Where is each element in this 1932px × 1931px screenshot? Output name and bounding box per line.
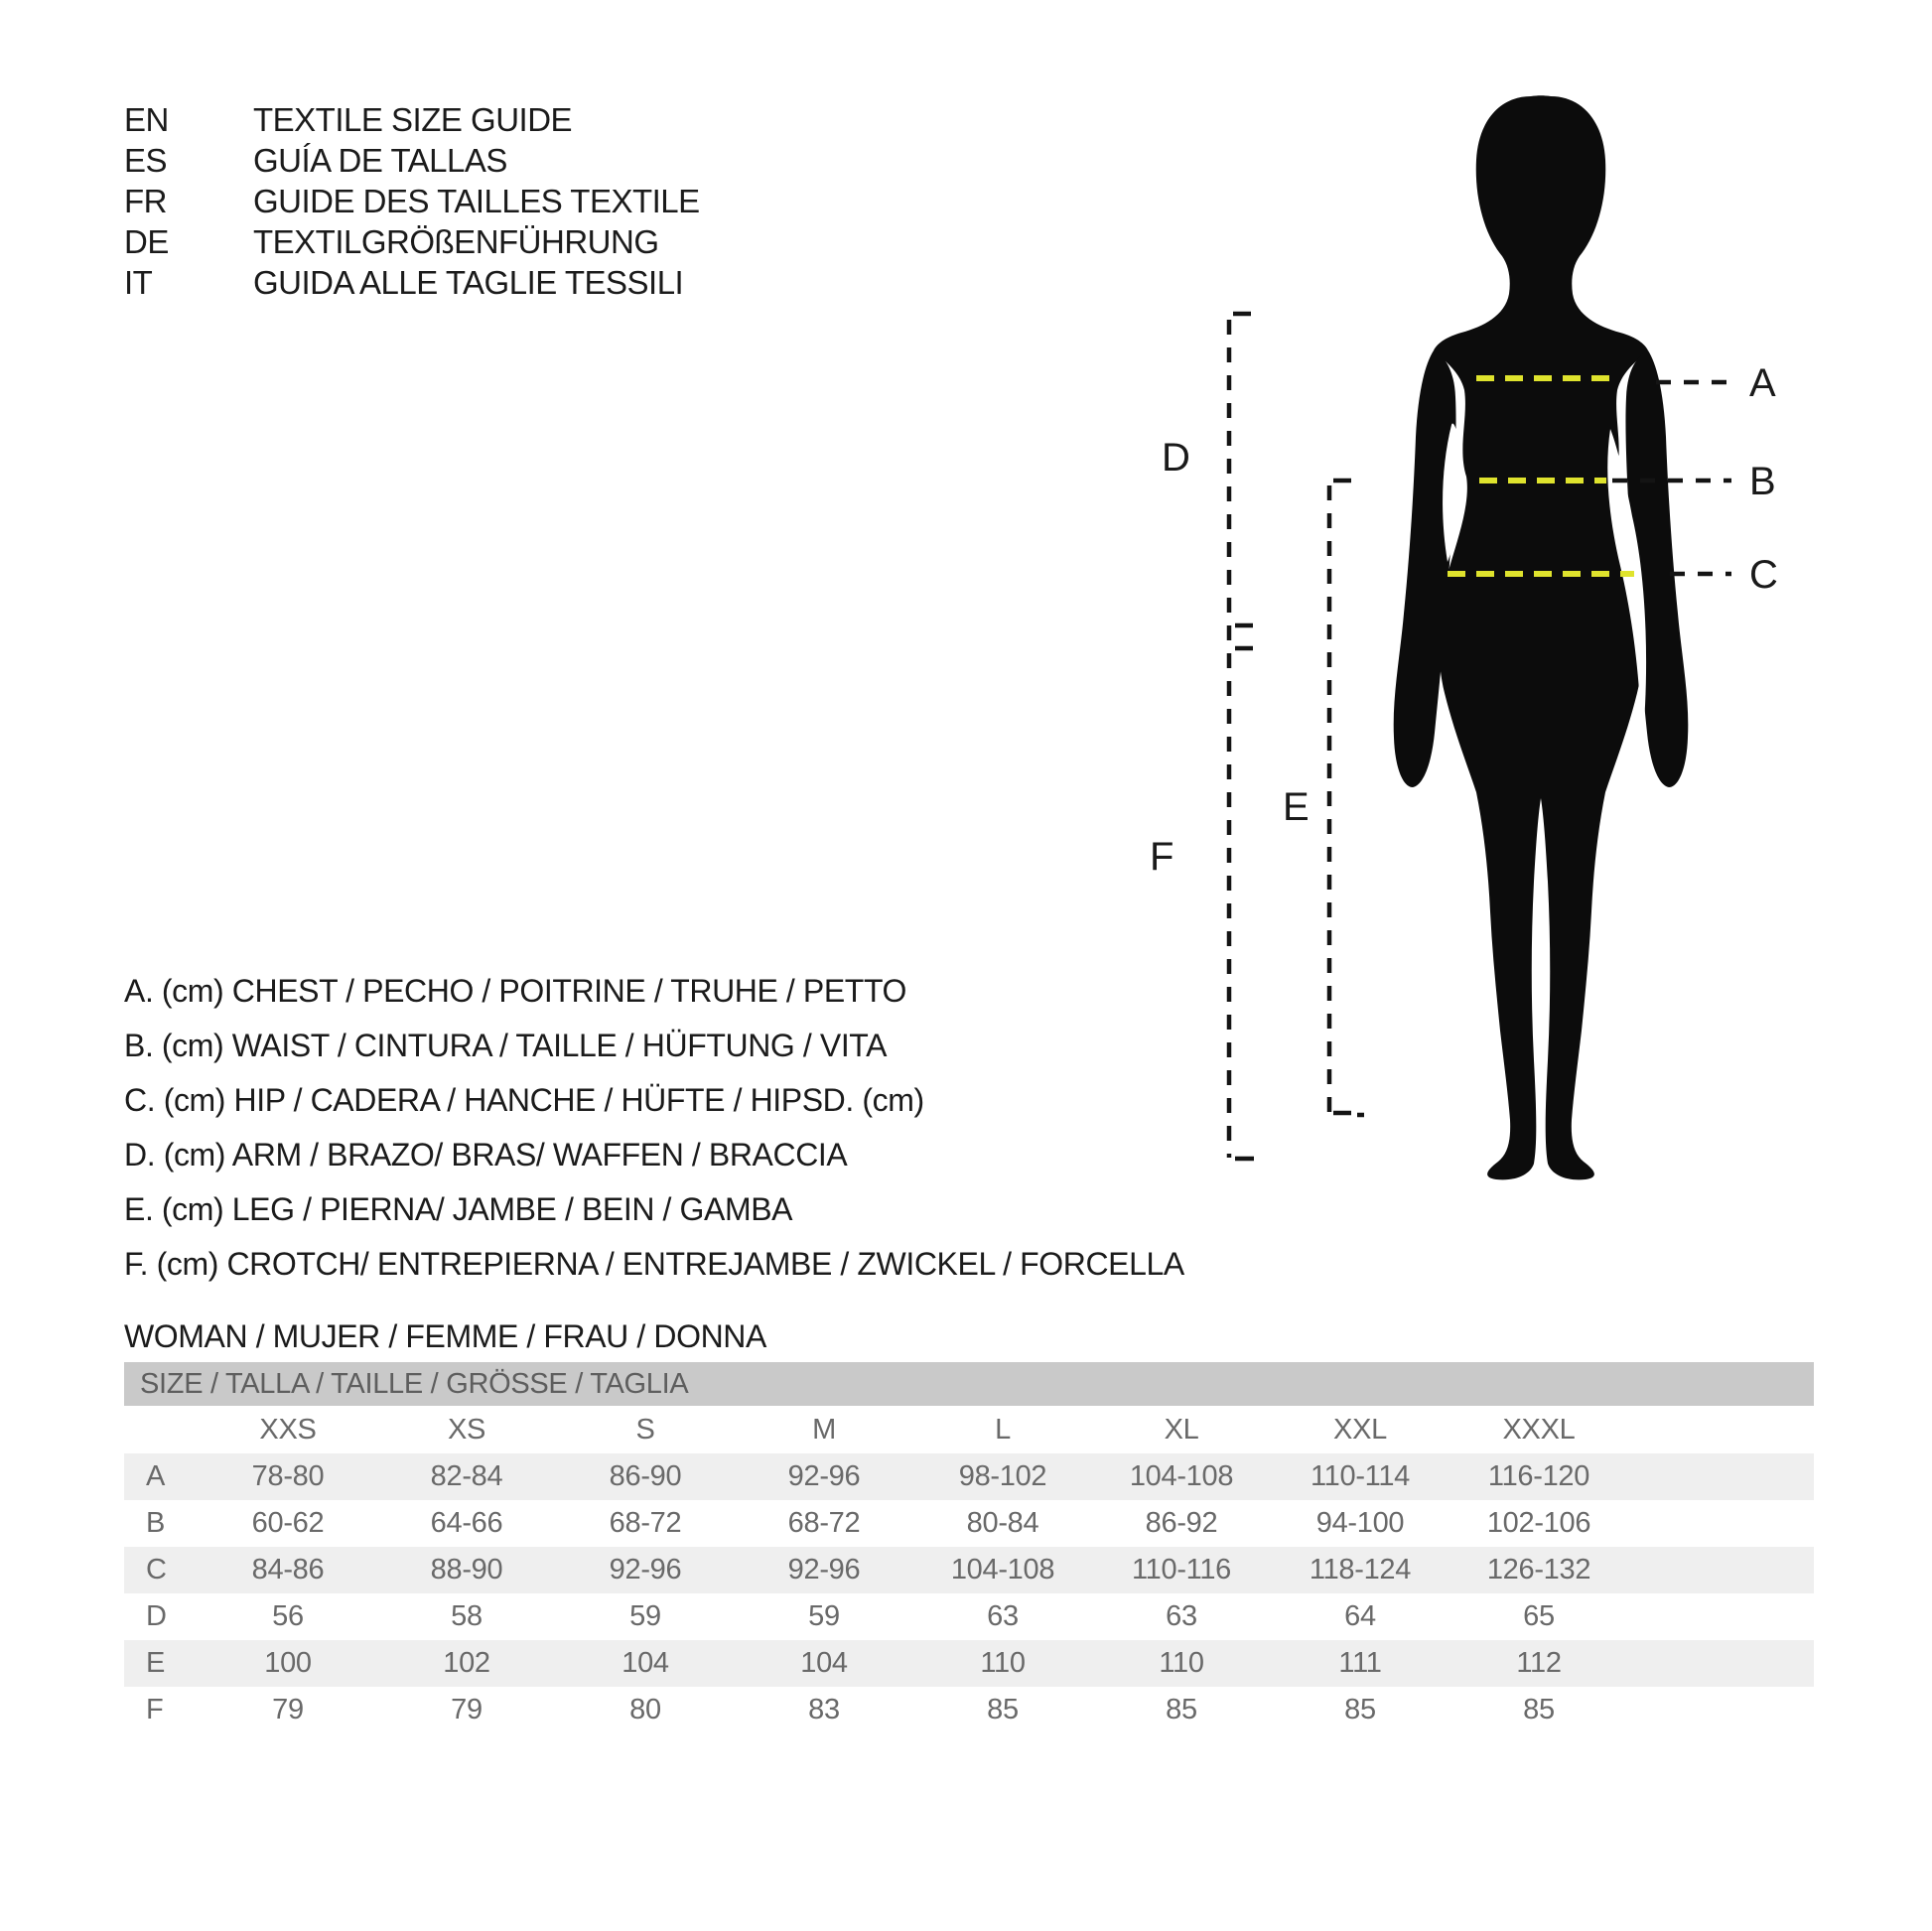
measure-label-f: F <box>1150 835 1174 879</box>
cell: 84-86 <box>251 1554 325 1586</box>
legend-item-d: D. (cm) ARM / BRAZO/ BRAS/ WAFFEN / BRACCIA <box>124 1137 848 1172</box>
cell: 68-72 <box>609 1507 682 1539</box>
cell: 80 <box>629 1694 661 1725</box>
cell: 110-114 <box>1310 1460 1411 1492</box>
cell: 82-84 <box>430 1460 503 1492</box>
cell: 104 <box>621 1647 669 1679</box>
col-header-xxxl: XXXL <box>1502 1413 1576 1446</box>
cell: 92-96 <box>787 1460 861 1492</box>
cell: 92-96 <box>787 1554 861 1586</box>
table-row-f <box>124 1687 1814 1733</box>
lang-row-it <box>124 262 700 303</box>
cell: 68-72 <box>787 1507 861 1539</box>
cell: 59 <box>808 1600 840 1632</box>
lang-code: IT <box>124 263 153 301</box>
col-header-xl: XL <box>1164 1413 1199 1446</box>
lang-row-fr <box>124 181 700 221</box>
table-row-a <box>124 1453 1814 1500</box>
cell: 85 <box>1344 1694 1376 1725</box>
col-header-m: M <box>812 1413 836 1446</box>
table-row-b <box>124 1500 1814 1547</box>
lang-title: GUIDA ALLE TAGLIE TESSILI <box>253 263 684 301</box>
cell: 79 <box>451 1694 483 1725</box>
cell: 83 <box>808 1694 840 1725</box>
cell: 112 <box>1516 1647 1562 1679</box>
legend-item-c: C. (cm) HIP / CADERA / HANCHE / HÜFTE / HIPSD. (cm) <box>124 1082 924 1118</box>
table-row-c <box>124 1547 1814 1593</box>
cell: 111 <box>1338 1647 1382 1679</box>
cell: 126-132 <box>1486 1554 1591 1586</box>
cell: 60-62 <box>251 1507 325 1539</box>
cell: 85 <box>987 1694 1019 1725</box>
measure-label-a: A <box>1749 361 1776 405</box>
lang-code: ES <box>124 141 168 179</box>
row-label: A <box>146 1460 166 1492</box>
lang-title: GUIDE DES TAILLES TEXTILE <box>253 182 700 219</box>
row-label: D <box>146 1600 167 1632</box>
measure-label-c: C <box>1749 553 1778 597</box>
cell: 116-120 <box>1487 1460 1590 1492</box>
cell: 56 <box>272 1600 304 1632</box>
row-label: F <box>146 1694 164 1725</box>
row-label: E <box>146 1647 166 1679</box>
cell: 63 <box>1166 1600 1197 1632</box>
cell: 85 <box>1523 1694 1555 1725</box>
cell: 86-90 <box>609 1460 682 1492</box>
cell: 104-108 <box>950 1554 1055 1586</box>
measurement-legend <box>124 964 1184 1292</box>
table-header-row <box>124 1406 1814 1453</box>
table-row-e <box>124 1640 1814 1687</box>
cell: 85 <box>1166 1694 1197 1725</box>
cell: 100 <box>264 1647 312 1679</box>
cell: 59 <box>629 1600 661 1632</box>
legend-item-b: B. (cm) WAIST / CINTURA / TAILLE / HÜFTUNG / VITA <box>124 1028 888 1063</box>
cell: 94-100 <box>1315 1507 1405 1539</box>
col-header-xs: XS <box>447 1413 486 1446</box>
cell: 78-80 <box>251 1460 325 1492</box>
col-header-s: S <box>635 1413 655 1446</box>
lang-code: FR <box>124 182 167 219</box>
cell: 63 <box>987 1600 1019 1632</box>
measure-label-e: E <box>1283 785 1310 829</box>
cell: 86-92 <box>1145 1507 1218 1539</box>
cell: 102-106 <box>1486 1507 1591 1539</box>
lang-title: TEXTILE SIZE GUIDE <box>253 100 573 138</box>
cell: 88-90 <box>430 1554 503 1586</box>
body-measurement-diagram <box>1092 79 1932 1231</box>
cell: 102 <box>443 1647 490 1679</box>
cell: 92-96 <box>609 1554 682 1586</box>
lang-title: GUÍA DE TALLAS <box>253 141 507 179</box>
legend-item-f: F. (cm) CROTCH/ ENTREPIERNA / ENTREJAMBE / ZWICKEL / FORCELLA <box>124 1246 1184 1282</box>
cell: 80-84 <box>966 1507 1039 1539</box>
cell: 110-116 <box>1131 1554 1232 1586</box>
cell: 104 <box>800 1647 848 1679</box>
cell: 58 <box>451 1600 483 1632</box>
measure-label-d: D <box>1162 436 1190 480</box>
language-header <box>124 99 700 303</box>
lang-row-en <box>124 99 700 140</box>
lang-title: TEXTILGRÖßENFÜHRUNG <box>253 222 659 260</box>
cell: 65 <box>1523 1600 1555 1632</box>
cell: 110 <box>1159 1647 1204 1679</box>
cell: 64-66 <box>430 1507 503 1539</box>
table-row-d <box>124 1593 1814 1640</box>
lang-code: DE <box>124 222 169 260</box>
lang-code: EN <box>124 100 169 138</box>
gender-title: WOMAN / MUJER / FEMME / FRAU / DONNA <box>124 1318 766 1354</box>
measure-label-b: B <box>1749 460 1776 503</box>
cell: 64 <box>1344 1600 1376 1632</box>
cell: 118-124 <box>1309 1554 1412 1586</box>
col-header-xxl: XXL <box>1333 1413 1387 1446</box>
lang-row-es <box>124 140 700 181</box>
cell: 110 <box>980 1647 1026 1679</box>
size-table-band: SIZE / TALLA / TAILLE / GRÖSSE / TAGLIA <box>124 1362 1814 1406</box>
col-header-l: L <box>995 1413 1011 1446</box>
row-label: B <box>146 1507 166 1539</box>
legend-item-a: A. (cm) CHEST / PECHO / POITRINE / TRUHE / PETTO <box>124 973 907 1009</box>
legend-item-e: E. (cm) LEG / PIERNA/ JAMBE / BEIN / GAMBA <box>124 1191 793 1227</box>
vertical-measure-lines <box>1229 314 1364 1159</box>
cell: 98-102 <box>958 1460 1047 1492</box>
size-table <box>124 1362 1814 1733</box>
lang-row-de <box>124 221 700 262</box>
col-header-xxs: XXS <box>259 1413 317 1446</box>
cell: 79 <box>272 1694 304 1725</box>
row-label: C <box>146 1554 167 1586</box>
cell: 104-108 <box>1129 1460 1234 1492</box>
